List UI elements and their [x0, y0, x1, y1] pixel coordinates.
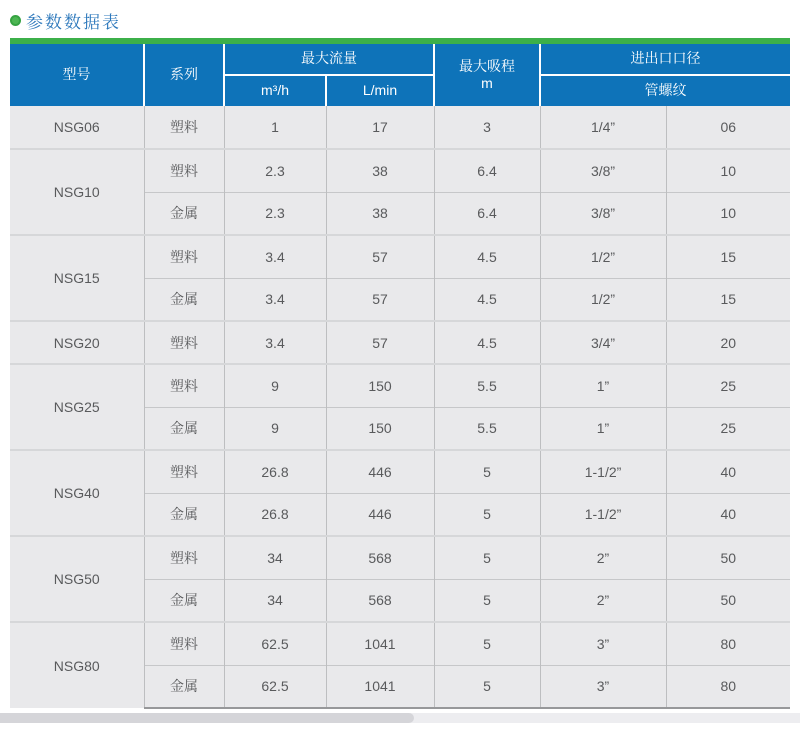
model-cell: NSG80	[10, 622, 144, 708]
dn-cell: 25	[666, 407, 790, 450]
model-cell: NSG50	[10, 536, 144, 622]
thread-cell: 3/4”	[540, 321, 666, 364]
suction-cell: 4.5	[434, 235, 540, 278]
header-model: 型号	[10, 44, 144, 106]
m3h-cell: 3.4	[224, 278, 326, 321]
thread-cell: 1-1/2”	[540, 450, 666, 493]
model-cell: NSG20	[10, 321, 144, 364]
dn-cell: 40	[666, 493, 790, 536]
dn-cell: 40	[666, 450, 790, 493]
lmin-cell: 38	[326, 149, 434, 192]
m3h-cell: 9	[224, 364, 326, 407]
series-cell: 金属	[144, 493, 224, 536]
thread-cell: 3/8”	[540, 192, 666, 235]
header-row-1	[10, 44, 790, 75]
series-cell: 塑料	[144, 364, 224, 407]
lmin-cell: 150	[326, 407, 434, 450]
header-max-flow: 最大流量	[224, 44, 434, 75]
series-cell: 塑料	[144, 450, 224, 493]
dn-cell: 25	[666, 364, 790, 407]
thread-cell: 1-1/2”	[540, 493, 666, 536]
suction-cell: 5	[434, 665, 540, 708]
parameter-table-container	[10, 38, 790, 709]
table-row	[10, 321, 790, 364]
lmin-cell: 17	[326, 106, 434, 149]
dn-cell: 50	[666, 579, 790, 622]
header-unit-m3h: m³/h	[224, 75, 326, 106]
series-cell: 塑料	[144, 321, 224, 364]
header-pipe-thread: 管螺纹	[540, 75, 790, 106]
dn-cell: 10	[666, 192, 790, 235]
m3h-cell: 9	[224, 407, 326, 450]
m3h-cell: 26.8	[224, 493, 326, 536]
lmin-cell: 446	[326, 450, 434, 493]
suction-cell: 6.4	[434, 149, 540, 192]
lmin-cell: 1041	[326, 622, 434, 665]
m3h-cell: 34	[224, 536, 326, 579]
series-cell: 金属	[144, 665, 224, 708]
m3h-cell: 62.5	[224, 665, 326, 708]
suction-cell: 5	[434, 536, 540, 579]
header-max-suction-unit: m	[481, 75, 493, 91]
suction-cell: 4.5	[434, 278, 540, 321]
lmin-cell: 38	[326, 192, 434, 235]
model-cell: NSG15	[10, 235, 144, 321]
thread-cell: 1/4”	[540, 106, 666, 149]
thread-cell: 3”	[540, 622, 666, 665]
lmin-cell: 568	[326, 579, 434, 622]
m3h-cell: 1	[224, 106, 326, 149]
header-max-suction	[434, 44, 540, 106]
m3h-cell: 34	[224, 579, 326, 622]
lmin-cell: 57	[326, 278, 434, 321]
thread-cell: 1”	[540, 364, 666, 407]
dn-cell: 06	[666, 106, 790, 149]
suction-cell: 6.4	[434, 192, 540, 235]
suction-cell: 5	[434, 579, 540, 622]
dn-cell: 10	[666, 149, 790, 192]
dn-cell: 15	[666, 278, 790, 321]
horizontal-scrollbar-track[interactable]	[0, 713, 800, 723]
table-row	[10, 450, 790, 493]
series-cell: 金属	[144, 192, 224, 235]
m3h-cell: 2.3	[224, 149, 326, 192]
series-cell: 金属	[144, 579, 224, 622]
header-series: 系列	[144, 44, 224, 106]
thread-cell: 2”	[540, 536, 666, 579]
suction-cell: 5	[434, 493, 540, 536]
series-cell: 塑料	[144, 622, 224, 665]
dn-cell: 15	[666, 235, 790, 278]
dn-cell: 80	[666, 665, 790, 708]
m3h-cell: 3.4	[224, 235, 326, 278]
series-cell: 塑料	[144, 149, 224, 192]
model-cell: NSG25	[10, 364, 144, 450]
page-title	[0, 0, 800, 32]
m3h-cell: 2.3	[224, 192, 326, 235]
thread-cell: 3”	[540, 665, 666, 708]
header-max-suction-label: 最大吸程	[459, 57, 515, 74]
lmin-cell: 57	[326, 235, 434, 278]
series-cell: 塑料	[144, 106, 224, 149]
table-row	[10, 536, 790, 579]
dn-cell: 20	[666, 321, 790, 364]
thread-cell: 2”	[540, 579, 666, 622]
dn-cell: 50	[666, 536, 790, 579]
table-row	[10, 235, 790, 278]
suction-cell: 3	[434, 106, 540, 149]
series-cell: 金属	[144, 278, 224, 321]
page-title-text: 参数数据表	[26, 12, 121, 32]
parameter-table	[10, 44, 790, 709]
header-unit-lmin: L/min	[326, 75, 434, 106]
lmin-cell: 57	[326, 321, 434, 364]
table-row	[10, 106, 790, 149]
m3h-cell: 26.8	[224, 450, 326, 493]
lmin-cell: 1041	[326, 665, 434, 708]
model-cell: NSG06	[10, 106, 144, 149]
model-cell: NSG10	[10, 149, 144, 235]
header-port-size: 进出口口径	[540, 44, 790, 75]
thread-cell: 1”	[540, 407, 666, 450]
series-cell: 塑料	[144, 536, 224, 579]
model-cell: NSG40	[10, 450, 144, 536]
m3h-cell: 62.5	[224, 622, 326, 665]
thread-cell: 3/8”	[540, 149, 666, 192]
table-row	[10, 149, 790, 192]
horizontal-scrollbar-thumb[interactable]	[0, 713, 414, 723]
table-row	[10, 622, 790, 665]
table-row	[10, 364, 790, 407]
suction-cell: 5	[434, 622, 540, 665]
bullet-icon	[10, 15, 21, 26]
thread-cell: 1/2”	[540, 278, 666, 321]
suction-cell: 5	[434, 450, 540, 493]
suction-cell: 5.5	[434, 407, 540, 450]
lmin-cell: 150	[326, 364, 434, 407]
lmin-cell: 446	[326, 493, 434, 536]
suction-cell: 4.5	[434, 321, 540, 364]
suction-cell: 5.5	[434, 364, 540, 407]
series-cell: 塑料	[144, 235, 224, 278]
series-cell: 金属	[144, 407, 224, 450]
dn-cell: 80	[666, 622, 790, 665]
m3h-cell: 3.4	[224, 321, 326, 364]
thread-cell: 1/2”	[540, 235, 666, 278]
lmin-cell: 568	[326, 536, 434, 579]
